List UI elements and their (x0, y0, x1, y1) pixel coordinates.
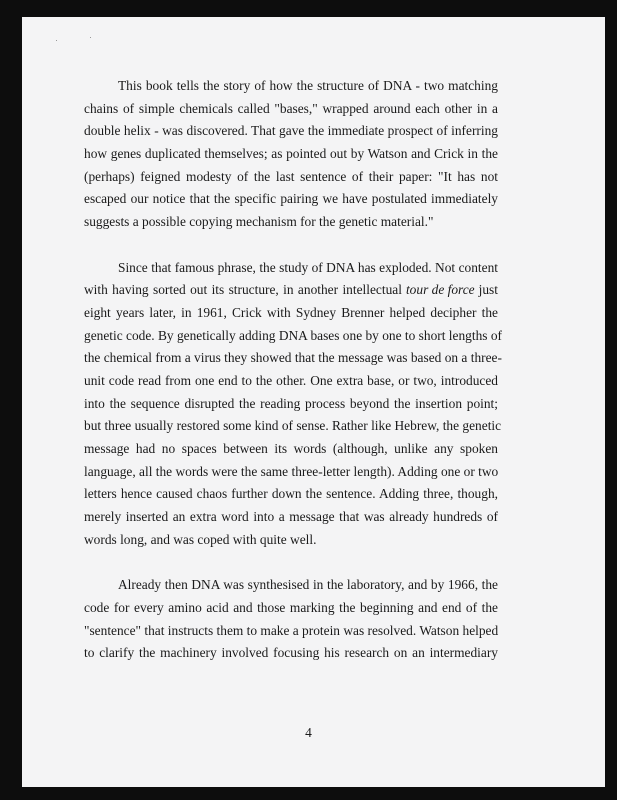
text-line: unit code read from one end to the other. One extra base, or two, introduced (84, 373, 498, 389)
text-line (84, 279, 498, 302)
text-line: escaped our notice that the specific pairing we have postulated immediately (84, 191, 498, 207)
paragraph-3 (84, 574, 498, 665)
text-line: how genes duplicated themselves; as pointed out by Watson and Crick in the (84, 146, 498, 162)
italic-phrase: tour de force (405, 282, 475, 298)
paragraph-1 (84, 75, 498, 234)
text-segment: with having sorted out its structure, in another intellectual (84, 282, 402, 298)
text-line: genetic code. By genetically adding DNA bases one by one to short lengths of (84, 327, 502, 343)
scan-speck (56, 40, 57, 41)
text-line: to clarify the machinery involved focusing his research on an intermediary (84, 645, 498, 661)
text-line: chains of simple chemicals called "bases," wrapped around each other in a (84, 100, 498, 116)
text-line: Since that famous phrase, the study of DNA has exploded. Not content (118, 259, 498, 275)
text-line: eight years later, in 1961, Crick with Sydney Brenner helped decipher the (84, 304, 498, 320)
text-line: code for every amino acid and those marking the beginning and end of the (84, 600, 498, 616)
text-segment: just (478, 282, 498, 298)
text-line: double helix - was discovered. That gave the immediate prospect of inferring (84, 123, 498, 139)
text-line: suggests a possible copying mechanism for the genetic material." (84, 214, 434, 230)
text-line: This book tells the story of how the structure of DNA - two matching (118, 78, 498, 93)
paragraph-2 (84, 257, 502, 552)
text-line: language, all the words were the same three-letter length). Adding one or two (84, 463, 499, 479)
body-text (84, 75, 502, 665)
text-line: but three usually restored some kind of sense. Rather like Hebrew, the genetic (84, 418, 502, 434)
text-line: Already then DNA was synthesised in the laboratory, and by 1966, the (118, 577, 498, 593)
text-line: into the sequence disrupted the reading process beyond the insertion point; (84, 395, 498, 411)
text-line: words long, and was coped with quite well. (84, 531, 317, 547)
text-line: letters hence caused chaos further down the sentence. Adding three, though, (84, 486, 498, 502)
text-line: the chemical from a virus they showed that the message was based on a three- (84, 350, 502, 366)
page-number: 4 (305, 725, 312, 740)
scan-speck (90, 37, 91, 38)
text-line: merely inserted an extra word into a message that was already hundreds of (84, 509, 498, 525)
text-line: message had no spaces between its words (although, unlike any spoken (84, 441, 498, 457)
text-line: (perhaps) feigned modesty of the last sentence of their paper: "It has not (84, 168, 498, 184)
text-line: "sentence" that instructs them to make a protein was resolved. Watson helped (84, 622, 499, 638)
